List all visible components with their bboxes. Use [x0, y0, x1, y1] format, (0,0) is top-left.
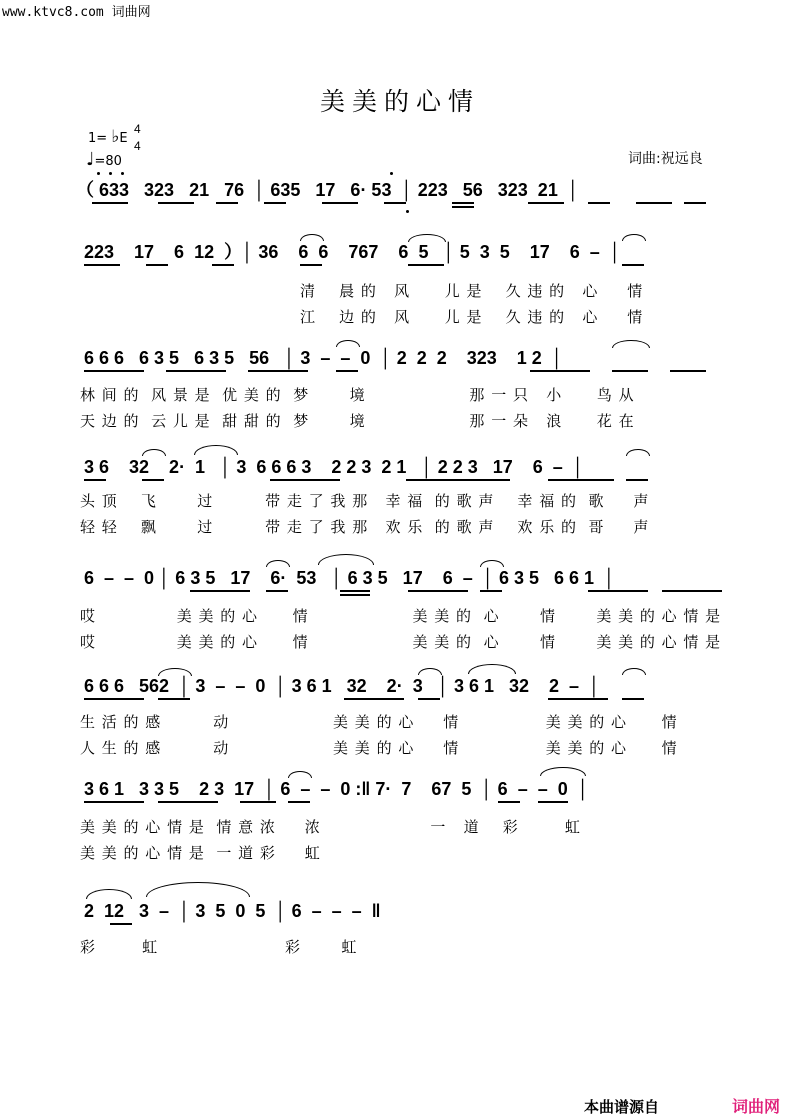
- beam-underline: [264, 202, 286, 204]
- quarter-note-icon: ♩: [86, 149, 95, 170]
- beam-underline: [84, 479, 106, 481]
- beam-underline: [588, 202, 610, 204]
- time-signature-top: 4: [134, 122, 141, 136]
- author-credit: 词曲:祝远良: [628, 151, 703, 167]
- beam-underline: [588, 590, 648, 592]
- slur-arc: [418, 668, 442, 675]
- beam-underline: [84, 370, 144, 372]
- tempo-value: =80: [94, 154, 122, 169]
- flat-icon: ♭: [111, 127, 120, 147]
- lyric-line-1: 哎 美 美 的 心 情 美 美 的 心 情 美 美 的 心 情 是: [80, 607, 722, 625]
- beam-underline: [408, 590, 468, 592]
- slur-arc: [146, 882, 250, 897]
- lyric-line-2: 轻 轻 飘 过 带 走 了 我 那 欢 乐 的 歌 声 欢 乐 的 哥 声: [80, 518, 650, 536]
- octave-dot: [390, 172, 393, 175]
- beam-underline: [266, 590, 288, 592]
- beam-underline: [216, 202, 238, 204]
- beam-underline: [84, 698, 144, 700]
- beam-underline: [684, 202, 706, 204]
- beam-underline: [528, 202, 564, 204]
- slur-arc: [622, 234, 646, 241]
- beam-underline: [662, 590, 722, 592]
- beam-underline: [452, 206, 474, 208]
- footer-source-text: 本曲谱源自: [584, 1098, 660, 1116]
- beam-underline: [142, 479, 164, 481]
- beam-underline: [248, 370, 308, 372]
- slur-arc: [612, 340, 650, 348]
- notation-line: 223 17 6 12 ）│ 36 6 6 767 6 5 │ 5 3 5 17 6 – │: [84, 242, 622, 262]
- notation-line: 6 6 6 562 │ 3 – – 0 │ 3 6 1 32 2· 3 │ 3 6 1 32 2 – │: [84, 676, 601, 696]
- slur-arc: [480, 560, 504, 567]
- slur-arc: [622, 668, 646, 675]
- slur-arc: [408, 234, 446, 242]
- lyric-line-2: 江 边 的 风 儿 是 久 违 的 心 情: [300, 308, 644, 326]
- beam-underline: [418, 698, 440, 700]
- beam-underline: [158, 698, 190, 700]
- lyric-line-1: 头 顶 飞 过 带 走 了 我 那 幸 福 的 歌 声 幸 福 的 歌 声: [80, 492, 650, 510]
- beam-underline: [110, 923, 132, 925]
- notation-line: 6 6 6 6 3 5 6 3 5 56 │ 3 – – 0 │ 2 2 2 323 1 2 │: [84, 348, 564, 368]
- beam-underline: [322, 202, 358, 204]
- song-title: 美美的心情: [319, 87, 480, 116]
- beam-underline: [636, 202, 672, 204]
- notation-line: 6 – – 0 │ 6 3 5 17 6· 53 │ 6 3 5 17 6 – │ 6 3 5 6 6 1 │: [84, 568, 616, 588]
- slur-arc: [194, 445, 238, 455]
- slur-arc: [626, 449, 650, 456]
- beam-underline: [158, 801, 218, 803]
- beam-underline: [548, 479, 614, 481]
- site-logo[interactable]: 词曲网: [732, 1097, 781, 1116]
- beam-underline: [452, 202, 474, 204]
- beam-underline: [480, 590, 502, 592]
- octave-dot: [97, 172, 100, 175]
- key-note: E: [119, 131, 128, 146]
- time-signature-bottom: 4: [134, 139, 141, 153]
- lyric-line-2: 哎 美 美 的 心 情 美 美 的 心 情 美 美 的 心 情 是: [80, 633, 722, 651]
- octave-dot: [406, 210, 409, 213]
- slur-arc: [288, 771, 312, 778]
- lyric-line-2: 天 边 的 云 儿 是 甜 甜 的 梦 境 那 一 朵 浪 花 在: [80, 412, 635, 430]
- beam-underline: [538, 801, 568, 803]
- beam-underline: [406, 479, 510, 481]
- beam-underline: [622, 264, 644, 266]
- beam-underline: [84, 801, 144, 803]
- slur-arc: [318, 554, 374, 565]
- octave-dot: [109, 172, 112, 175]
- notation-line: （ 633 323 21 76 │ 635 17 6· 53 │ 223 56 323 21 │: [76, 180, 580, 200]
- lyric-line-1: 林 间 的 风 景 是 优 美 的 梦 境 那 一 只 小 鸟 从: [80, 386, 635, 404]
- beam-underline: [300, 264, 322, 266]
- beam-underline: [92, 202, 128, 204]
- notation-line: 3 6 32 2· 1 │ 3 6 6 6 3 2 2 3 2 1 │ 2 2 3 17 6 – │: [84, 457, 585, 477]
- octave-dot: [121, 172, 124, 175]
- beam-underline: [530, 370, 590, 372]
- beam-underline: [336, 370, 358, 372]
- beam-underline: [146, 264, 168, 266]
- slur-arc: [468, 664, 516, 674]
- beam-underline: [288, 801, 310, 803]
- slur-arc: [142, 449, 166, 456]
- beam-underline: [240, 801, 276, 803]
- beam-underline: [340, 590, 370, 592]
- notation-line: 2 12 3 – │ 3 5 0 5 │ 6 – – – ‖: [84, 901, 381, 921]
- lyric-line-1: 生 活 的 感 动 美 美 的 心 情 美 美 的 心 情: [80, 713, 678, 731]
- beam-underline: [622, 698, 644, 700]
- beam-underline: [670, 370, 706, 372]
- tempo-marking: [86, 149, 122, 170]
- beam-underline: [84, 264, 120, 266]
- beam-underline: [408, 264, 444, 266]
- key-prefix: 1=: [88, 131, 108, 146]
- lyric-line-1: 美 美 的 心 情 是 情 意 浓 浓 一 道 彩 虹: [80, 818, 581, 836]
- slur-arc: [158, 668, 192, 676]
- beam-underline: [384, 202, 406, 204]
- beam-underline: [612, 370, 648, 372]
- time-signature: [134, 121, 141, 155]
- beam-underline: [626, 479, 648, 481]
- watermark-url: www.ktvc8.com 词曲网: [2, 5, 151, 20]
- beam-underline: [166, 370, 226, 372]
- lyric-line-2: 美 美 的 心 情 是 一 道 彩 虹: [80, 844, 321, 862]
- beam-underline: [190, 590, 250, 592]
- notation-line: 3 6 1 3 3 5 2 3 17 │ 6 – – 0 :‖ 7· 7 67 5 │ 6 – – 0 │: [84, 779, 589, 799]
- beam-underline: [344, 698, 404, 700]
- slur-arc: [336, 340, 360, 347]
- lyric-line-1: 彩 虹 彩 虹: [80, 938, 358, 956]
- slur-arc: [540, 767, 586, 776]
- key-signature: [88, 127, 128, 147]
- slur-arc: [266, 560, 290, 567]
- slur-arc: [86, 889, 132, 899]
- beam-underline: [270, 479, 340, 481]
- beam-underline: [212, 264, 234, 266]
- beam-underline: [340, 594, 370, 596]
- lyric-line-1: 清 晨 的 风 儿 是 久 违 的 心 情: [300, 282, 644, 300]
- beam-underline: [548, 698, 608, 700]
- beam-underline: [158, 202, 194, 204]
- beam-underline: [498, 801, 520, 803]
- lyric-line-2: 人 生 的 感 动 美 美 的 心 情 美 美 的 心 情: [80, 739, 678, 757]
- slur-arc: [300, 234, 324, 241]
